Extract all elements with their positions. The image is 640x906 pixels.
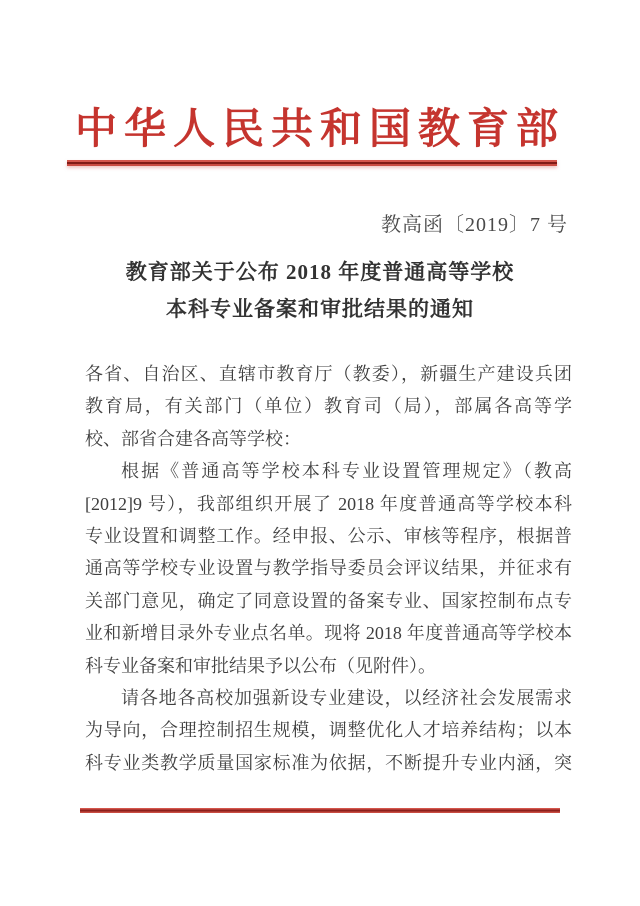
body-line: 科专业类教学质量国家标准为依据，不断提升专业内涵，突 [85, 752, 572, 773]
notice-title [0, 254, 640, 328]
letterhead-title: 中华人民共和国教育部 [74, 107, 565, 153]
document-number: 教高函〔2019〕7 号 [381, 214, 568, 236]
body-line: [2012]9 号），我部组织开展了 2018 年度普通高等学校本科 [85, 493, 572, 514]
notice-title-line1: 教育部关于公布 2018 年度普通高等学校 [125, 260, 515, 284]
body-line: 专业设置和调整工作。经申报、公示、审核等程序，根据普 [85, 525, 572, 546]
notice-body [85, 358, 572, 779]
body-line: 关部门意见，确定了同意设置的备案专业、国家控制布点专 [85, 590, 572, 611]
body-line: 根据《普通高等学校本科专业设置管理规定》（教高 [121, 461, 572, 482]
page-footer-divider [80, 808, 560, 813]
body-line: 通高等学校专业设置与教学指导委员会评议结果，并征求有 [85, 558, 572, 579]
body-line: 为导向，合理控制招生规模，调整优化人才培养结构；以本 [85, 720, 572, 741]
notice-title-line2: 本科专业备案和审批结果的通知 [166, 297, 474, 321]
body-line: 请各地各高校加强新设专业建设，以经济社会发展需求 [121, 687, 572, 708]
letterhead-divider [67, 160, 557, 166]
body-line: 科专业备案和审批结果予以公布（见附件）。 [85, 655, 436, 676]
body-line: 校、部省合建各高等学校： [85, 428, 301, 449]
body-line: 教育局，有关部门（单位）教育司（局），部属各高等学 [85, 396, 572, 417]
body-line: 各省、自治区、直辖市教育厅（教委），新疆生产建设兵团 [85, 364, 572, 384]
body-line: 业和新增目录外专业点名单。现将 2018 年度普通高等学校本 [85, 623, 572, 644]
